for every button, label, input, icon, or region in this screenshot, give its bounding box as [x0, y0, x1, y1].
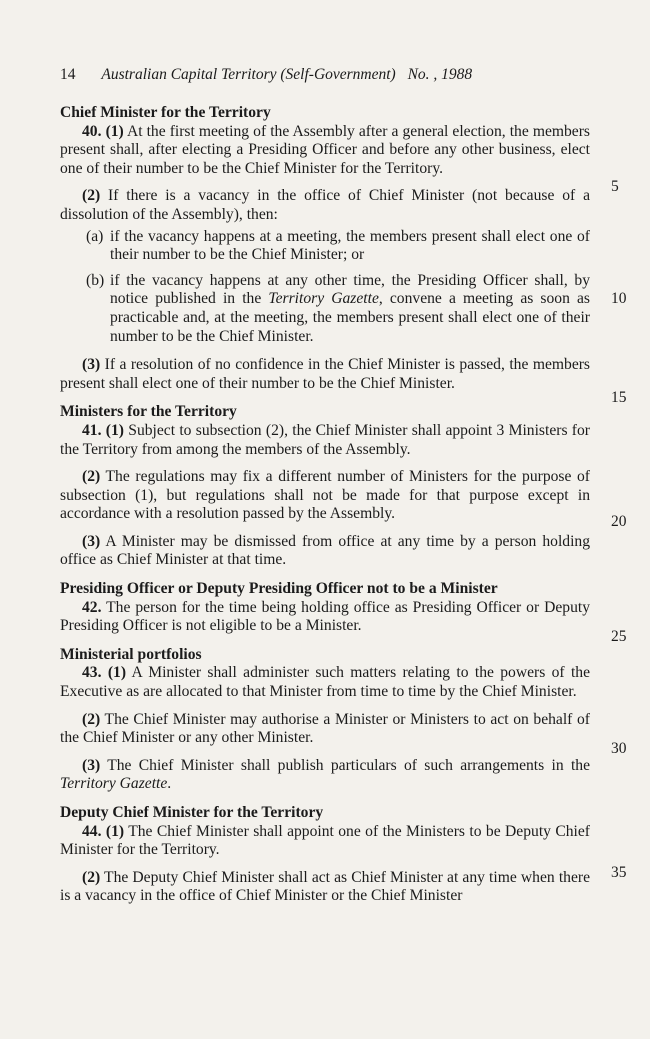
paragraph-text: The Chief Minister shall appoint one of the Ministers to be Deputy Chief Minister for the Territory. [60, 822, 590, 859]
section-43-subsection-3 [60, 757, 590, 794]
line-number-25: 25 [611, 628, 627, 645]
subsection-number: (2) [82, 710, 101, 728]
subsection-number: (1) [105, 122, 124, 140]
page-number: 14 [60, 66, 76, 83]
section-44-subsection-1 [60, 823, 590, 860]
item-text: if the vacancy happens at a meeting, the members present shall elect one of their number to be the Chief Minister; or [110, 227, 590, 264]
paragraph-text: If there is a vacancy in the office of Chief Minister (not because of a dissolution of the Assembly), then: [60, 187, 590, 223]
paragraph-text: Subject to subsection (2), the Chief Minister shall appoint 3 Ministers for the Territory from among the members of the Assembly. [60, 421, 590, 458]
paragraph-text: The regulations may fix a different number of Ministers for the purpose of subsection (1), but regulations shall not be made for that purpose except in accordance with a resolution passed by the Assembly. [60, 468, 590, 523]
section-41-subsection-3 [60, 533, 590, 570]
paragraph-text: The Chief Minister shall publish particulars of such arrangements in the [100, 756, 590, 774]
paragraph-text-end: . [167, 775, 172, 793]
document-body [60, 104, 590, 915]
page-header [60, 66, 600, 84]
section-40-subsection-1 [60, 123, 590, 179]
section-number: 40. [82, 122, 102, 140]
subsection-number: (3) [82, 756, 101, 774]
line-number-5: 5 [611, 178, 619, 195]
section-number: 43. [82, 664, 102, 682]
subsection-number: (2) [82, 187, 101, 205]
section-number: 42. [82, 598, 102, 616]
section-heading-43: Ministerial portfolios [60, 645, 202, 663]
section-44-subsection-2 [60, 869, 590, 906]
item-text: if the vacancy happens at any other time, the Presiding Officer shall, by notice published in the [110, 271, 590, 308]
line-number-15: 15 [611, 389, 627, 406]
section-40-subsection-3 [60, 356, 590, 393]
section-43-subsection-2 [60, 711, 590, 748]
section-43-subsection-1 [60, 664, 590, 701]
section-heading-44: Deputy Chief Minister for the Territory [60, 804, 324, 821]
subsection-number: (3) [82, 532, 101, 550]
act-number: No. , 1988 [407, 66, 473, 83]
section-40-paragraph-a [60, 228, 590, 265]
act-title: Australian Capital Territory (Self-Government) [101, 66, 396, 83]
line-number-35: 35 [611, 864, 627, 881]
paragraph-text: The Chief Minister may authorise a Minister or Ministers to act on behalf of the Chief Minister or any other Minister. [60, 710, 590, 747]
section-heading-40: Chief Minister for the Territory [60, 104, 271, 121]
paragraph-text: If a resolution of no confidence in the Chief Minister is passed, the members present shall elect one of their number to be the Chief Minister. [60, 356, 590, 392]
section-heading-41: Ministers for the Territory [60, 403, 237, 421]
section-number: 41. [82, 421, 102, 439]
paragraph-text: The Deputy Chief Minister shall act as Chief Minister at any time when there is a vacancy in the office of Chief Minister or the Chief Minister [60, 868, 590, 905]
section-42-text [60, 599, 590, 636]
line-number-20: 20 [611, 513, 627, 530]
subsection-number: (1) [105, 421, 124, 439]
subsection-number: (2) [82, 468, 101, 486]
item-label: (a) [86, 227, 104, 245]
item-label: (b) [86, 271, 105, 289]
section-41-subsection-1 [60, 422, 590, 459]
section-40-paragraph-b [60, 272, 590, 346]
paragraph-text: A Minister may be dismissed from office at any time by a person holding office as Chief Minister at that time. [60, 532, 590, 569]
paragraph-text: The person for the time being holding office as Presiding Officer or Deputy Presiding Officer is not eligible to be a Minister. [60, 598, 590, 635]
paragraph-text: At the first meeting of the Assembly after a general election, the members present shall, after electing a Presiding Officer and before any other business, elect one of their number to be the Chief Minister for the Territory. [60, 122, 590, 177]
paragraph-text: A Minister shall administer such matters relating to the powers of the Executive as are allocated to that Minister from time to time by the Chief Minister. [60, 664, 590, 701]
subsection-number: (3) [82, 356, 101, 374]
gazette-title: Territory Gazette [268, 290, 379, 308]
section-heading-42: Presiding Officer or Deputy Presiding Officer not to be a Minister [60, 580, 498, 598]
subsection-number: (1) [107, 664, 127, 682]
subsection-number: (2) [82, 868, 101, 886]
subsection-number: (1) [105, 822, 125, 840]
item-text-end: , convene a meeting as soon as practicable and, at the meeting, the members present shall elect one of their number to be the Chief Minister. [110, 290, 590, 345]
section-40-subsection-2 [60, 187, 590, 224]
section-41-subsection-2 [60, 468, 590, 524]
gazette-title: Territory Gazette [60, 775, 168, 793]
line-number-30: 30 [611, 740, 627, 757]
line-number-10: 10 [611, 290, 627, 307]
section-number: 44. [82, 822, 102, 840]
